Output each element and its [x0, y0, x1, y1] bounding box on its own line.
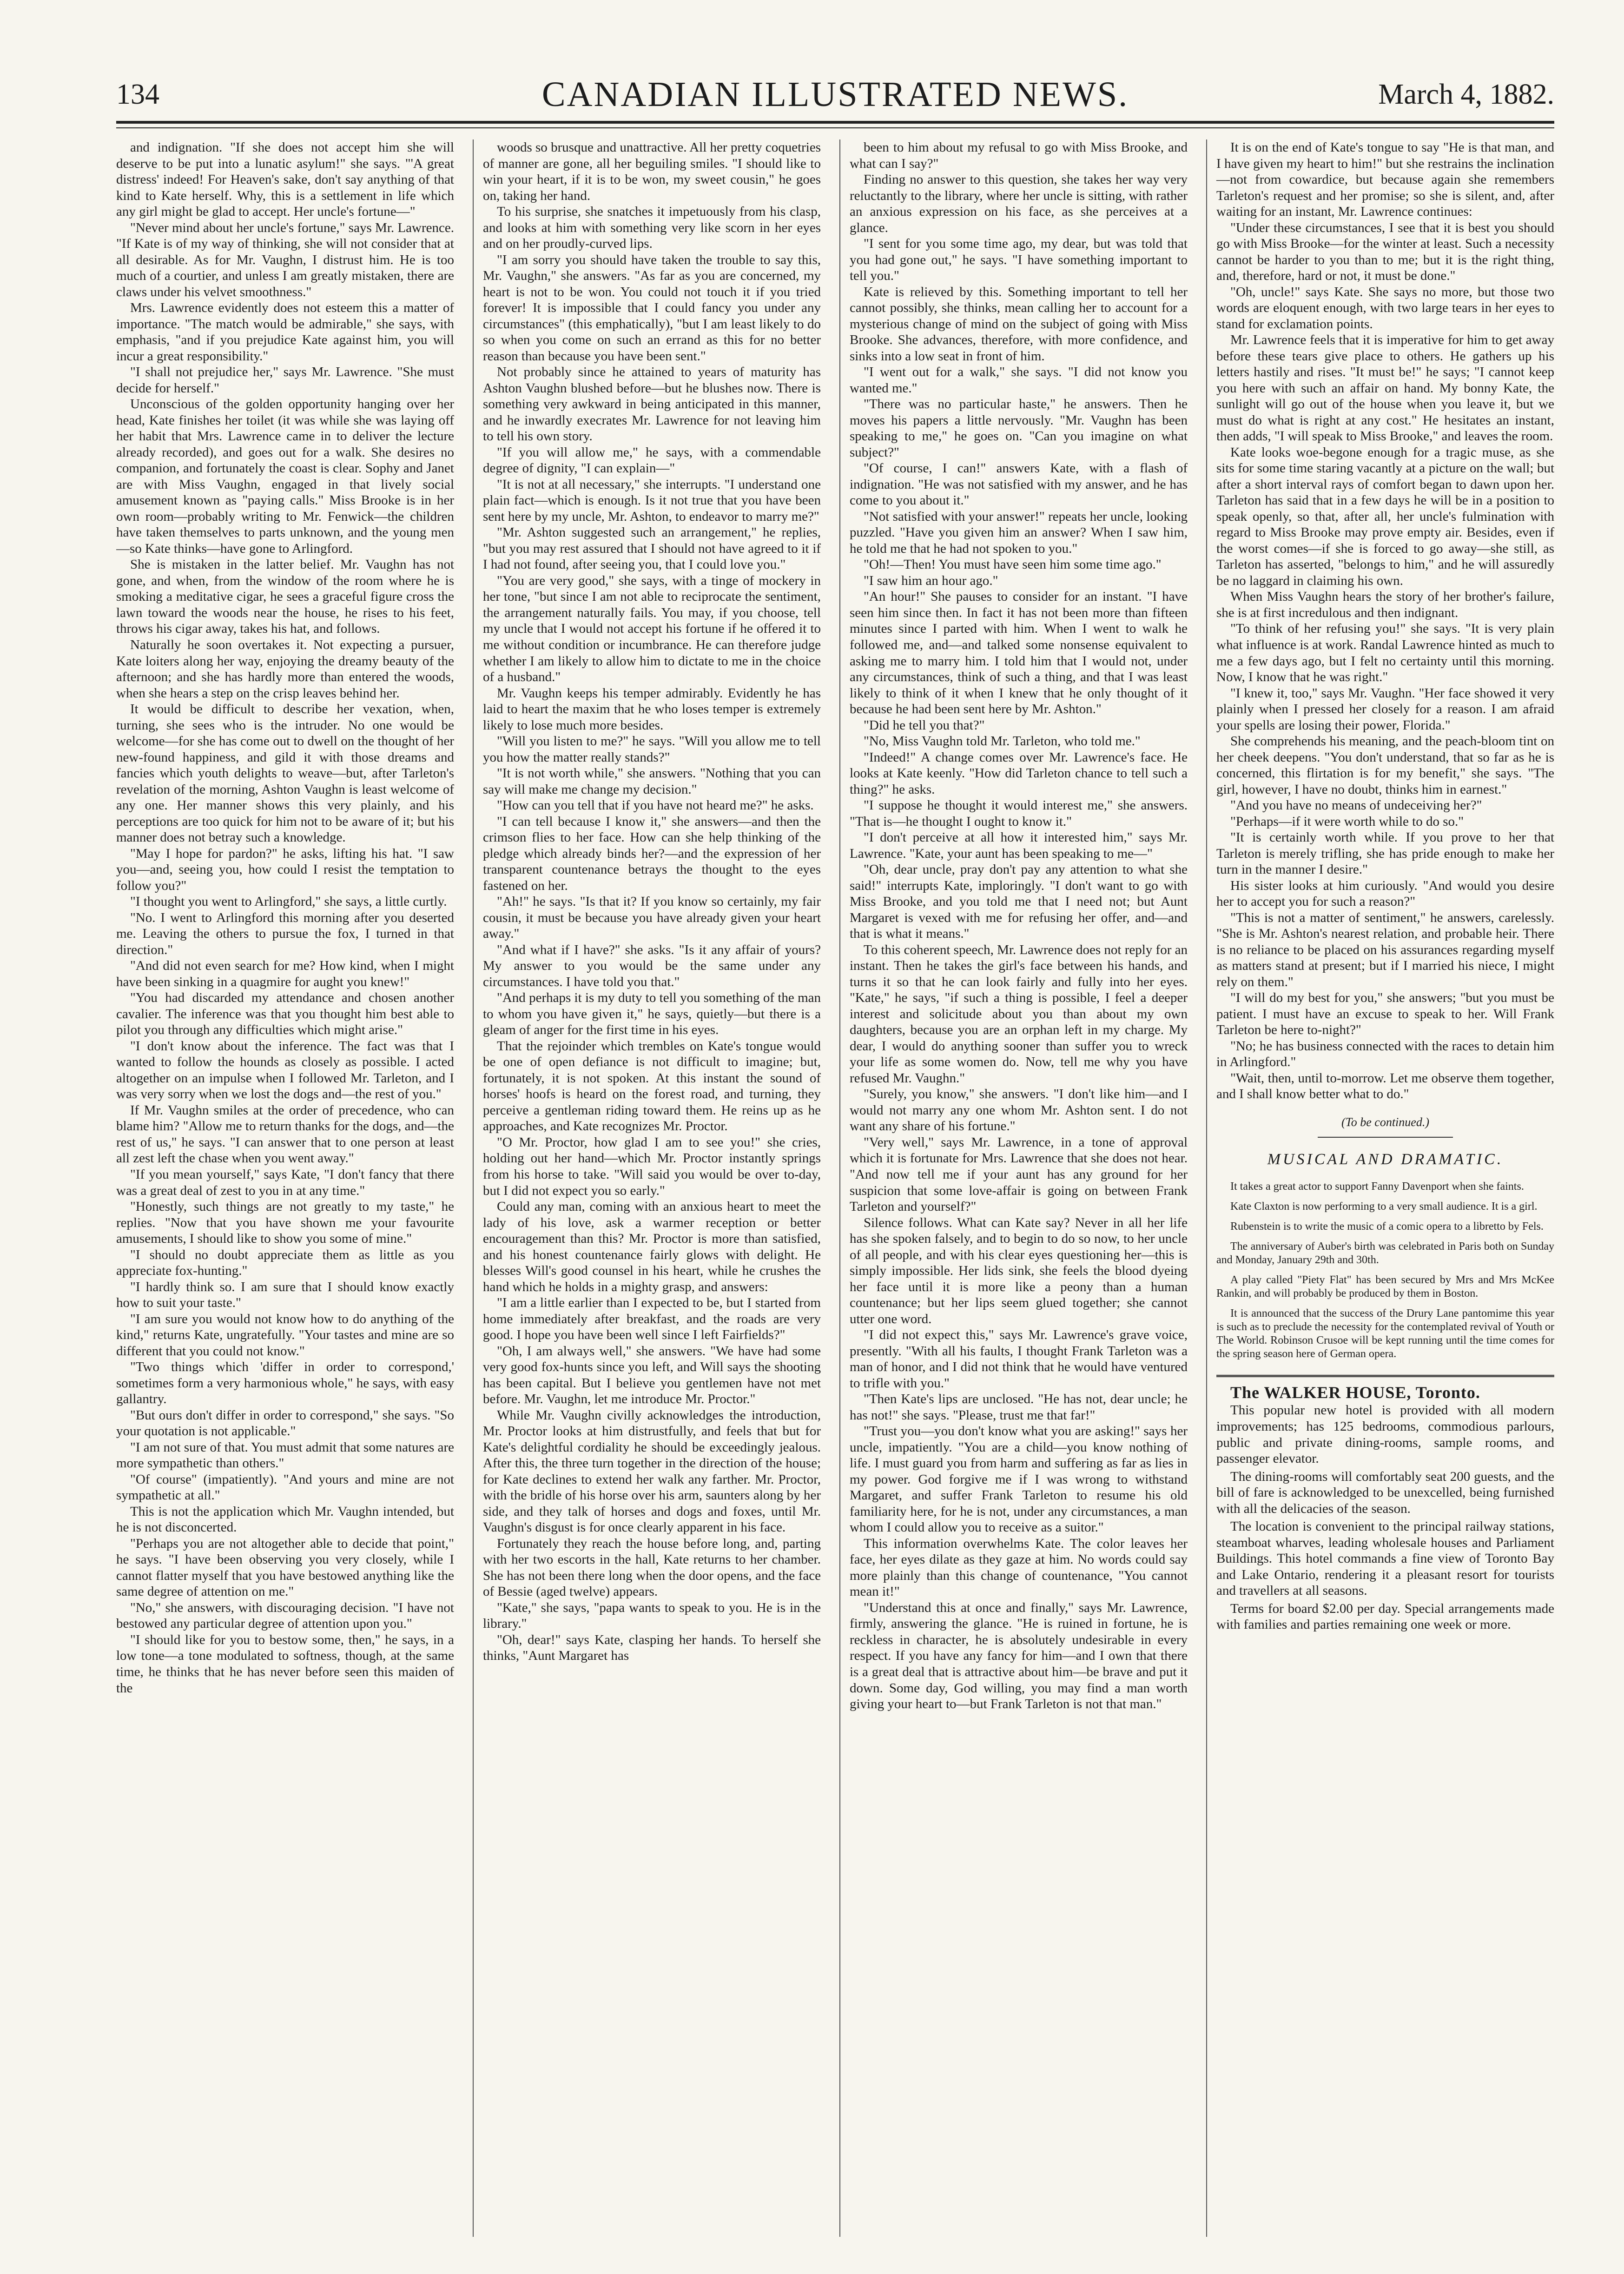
paragraph: "If you mean yourself," says Kate, "I don't fancy that there was a great deal of zest to you in at any time." — [116, 1167, 454, 1198]
paragraph: "I am not sure of that. You must admit that some natures are more sympathetic than others." — [116, 1439, 454, 1471]
ad-paragraph: The location is convenient to the principal railway stations, steamboat wharves, leading wholesale houses and Parliament Buildings. This hotel commands a fine view of Toronto Bay and Lake Ontario, rendering it a pleasant resort for tourists and travellers at all seasons. — [1216, 1519, 1554, 1598]
paragraph: "I don't know about the inference. The fact was that I wanted to follow the hounds as closely as possible. I acted altogether on an impulse when I followed Mr. Tarleton, and I was very sorry when we lost the dogs and—the rest of you." — [116, 1038, 454, 1102]
paragraph: "Oh, dear!" says Kate, clasping her hands. To herself she thinks, "Aunt Margaret has — [483, 1632, 821, 1664]
paragraph: This is not the application which Mr. Vaughn intended, but he is not disconcerted. — [116, 1504, 454, 1535]
paragraph: "It is not at all necessary," she interrupts. "I understand one plain fact—which is enough. Is it not true that you have been sent here by my uncle, Mr. Ashton, to endeavor to marry me?" — [483, 477, 821, 524]
paragraph: Kate looks woe-begone enough for a tragic muse, as she sits for some time staring vacantly at a picture on the wall; but after a short interval rays of comfort began to dawn upon her. Tarleton has said that in a few days he will be in a position to speak openly, so that, after all, her uncle's fulmination with regard to Miss Brooke may prove empty air. Besides, even if the worst comes—if she is forced to go away—she still, as Tarleton has asserted, "belongs to him," and he will assuredly be no laggard in claiming his own. — [1216, 444, 1554, 588]
paragraph: "I did not expect this," says Mr. Lawrence's grave voice, presently. "With all his faults, I thought Frank Tarleton was a man of honor, and I did not think that he would have ventured to trifle with you." — [850, 1327, 1188, 1391]
paragraph: It would be difficult to describe her vexation, when, turning, she sees who is the intruder. No one would be welcome—for she has come out to dwell on the thought of her new-found happiness, and gild it with those dreams and fancies which youth delights to weave—but, after Tarleton's revelation of the morning, Ashton Vaughn is least welcome of any one. Her manner shows this very plainly, and his perceptions are too quick for him not to be aware of it; but his manner does not betray such a knowledge. — [116, 702, 454, 845]
music-dramatic-heading: MUSICAL AND DRAMATIC. — [1267, 1151, 1504, 1168]
paragraph: "I am sure you would not know how to do anything of the kind," returns Kate, ungratefully. "Your tastes and mine are so different that you could not know." — [116, 1311, 454, 1359]
paragraph: "How can you tell that if you have not heard me?" he asks. — [497, 798, 814, 813]
paragraph: "Surely, you know," she answers. "I don't like him—and I would not marry any one whom Mr. Ashton sent. I do not want any share of his fortune." — [850, 1087, 1188, 1134]
paragraph: Mrs. Lawrence evidently does not esteem this a matter of importance. "The match would be admirable," she says, with emphasis, "and if you prejudice Kate against him, you will incur a great responsibility." — [116, 300, 454, 364]
ad-body — [1216, 1402, 1554, 1632]
paragraph: been to him about my refusal to go with Miss Brooke, and what can I say?" — [850, 140, 1188, 171]
paragraph: "No. I went to Arlingford this morning after you deserted me. Leaving the others to pursue the fox, I turned in that direction." — [116, 910, 454, 957]
paragraph: "It is certainly worth while. If you prove to her that Tarleton is merely trifling, she has pride enough to make her turn in the manner I desire." — [1216, 830, 1554, 877]
paragraph: Mr. Lawrence feels that it is imperative for him to get away before these tears give place to others. He gathers up his letters hastily and rises. "It must be!" he says; "I cannot keep you here with such an affair on hand. My bonny Kate, the sunlight will go out of the house when you leave it, but we must do what is right at any cost." He hesitates an instant, then adds, "I will speak to Miss Brooke," and leaves the room. — [1216, 332, 1554, 444]
paragraph: "Very well," says Mr. Lawrence, in a tone of approval which it is fortunate for Mrs. Lawrence that she does not hear. "And now tell me if your aunt has any ground for her suspicion that some love-affair is going on between Frank Tarleton and yourself?" — [850, 1134, 1188, 1214]
paragraph: "Ah!" he says. "Is that it? If you know so certainly, my fair cousin, it must be because you have already given your heart away." — [483, 894, 821, 941]
paragraph: "And what if I have?" she asks. "Is it any affair of yours? My answer to you would be the same under any circumstances. I have told you that." — [483, 942, 821, 989]
paragraph: "But ours don't differ in order to correspond," she says. "So your quotation is not applicable." — [116, 1407, 454, 1439]
article-columns — [116, 139, 1554, 2237]
paragraph: "And you have no means of undeceiving her?" — [1230, 798, 1482, 813]
column-4 — [1206, 139, 1554, 2237]
paragraph: Finding no answer to this question, she takes her way very reluctantly to the library, where her uncle is sitting, with rather an anxious expression on his face, as she perceives at a glance. — [850, 172, 1188, 235]
paragraph: This information overwhelms Kate. The color leaves her face, her eyes dilate as they gaze at him. No words could say more plainly than this change of countenance, "You cannot mean it!" — [850, 1536, 1188, 1599]
paragraph: "Then Kate's lips are unclosed. "He has not, dear uncle; he has not!" she says. "Please, trust me that far!" — [850, 1392, 1188, 1423]
paragraph: Could any man, coming with an anxious heart to meet the lady of his love, ask a warmer reception or better encouragement than this? Mr. Proctor is more than satisfied, and his honest countenance fairly glows with delight. He blesses Will's good counsel in his heart, while he crushes the hand which he holds in a mighty grasp, and answers: — [483, 1199, 821, 1294]
paragraph: His sister looks at him curiously. "And would you desire her to accept you for such a reason?" — [1216, 878, 1554, 909]
paragraph: "Understand this at once and finally," says Mr. Lawrence, firmly, answering the glance. "He is ruined in fortune, he is reckless in character, he is absolutely undesirable in every respect. If you have any fancy for him—and I own that there is a great deal that is attractive about him—be brave and put it down. Some day, God willing, you may find a man worth giving your heart to—but Frank Tarleton is not that man." — [850, 1600, 1188, 1712]
paragraph: and indignation. "If she does not accept him she will deserve to be put into a lunatic asylum!" she says. "'A great distress' indeed! For Heaven's sake, don't say anything of that kind to Kate herself. Why, this is a settlement in life which any girl might be glad to accept. Her uncle's fortune—" — [116, 140, 454, 219]
paragraph: When Miss Vaughn hears the story of her brother's failure, she is at first incredulous and then indignant. — [1216, 589, 1554, 620]
paragraph: "I don't perceive at all how it interested him," says Mr. Lawrence. "Kate, your aunt has been speaking to me—" — [850, 830, 1188, 861]
paragraph: "If you will allow me," he says, with a commendable degree of dignity, "I can explain—" — [483, 444, 821, 476]
ad-paragraph: Terms for board $2.00 per day. Special arrangements made with families and parties remaining one week or more. — [1216, 1601, 1554, 1632]
paragraph: "This is not a matter of sentiment," he answers, carelessly. "She is Mr. Ashton's nearest relation, and probable heir. There is no reliance to be placed on his assurances regarding myself as matters stand at present; but if I married his niece, I might rely on them." — [1216, 910, 1554, 989]
paragraph: "I am a little earlier than I expected to be, but I started from home immediately after breakfast, and the roads are very good. I hope you have been well since I left Fairfields?" — [483, 1295, 821, 1343]
ad-heading: The WALKER HOUSE, Toronto. — [1230, 1383, 1480, 1402]
paragraph: Unconscious of the golden opportunity hanging over her head, Kate finishes her toilet (it was while she was laying off her habit that Mrs. Lawrence came in to deliver the lecture already recorded), and goes out for a walk. She desires no companion, and fortunately the coast is clear. Sophy and Janet are with Miss Vaughn, engaged in that lively social amusement known as "paying calls." Miss Brooke is in her own room—probably writing to Mr. Fenwick—the children have taken themselves to parts unknown, and the young men—so Kate thinks—have gone to Arlingford. — [116, 397, 454, 556]
paragraph: "Not satisfied with your answer!" repeats her uncle, looking puzzled. "Have you given him an answer? When I saw him, he told me that he had not spoken to you." — [850, 509, 1188, 556]
news-item: It is announced that the success of the Drury Lane pantomime this year is such as to preclude the necessity for the contemplated revival of Youth or The World. Robinson Crusoe will be kept running until the time comes for the spring season here of German opera. — [1216, 1307, 1554, 1360]
news-item: A play called "Piety Flat" has been secured by Mrs and Mrs McKee Rankin, and will probably be produced by them in Boston. — [1216, 1273, 1554, 1299]
ad-rule — [1216, 1375, 1554, 1377]
paragraph: "Perhaps you are not altogether able to decide that point," he says. "I have been observing you very closely, while I cannot flatter myself that you have bestowed anything like the same degree of attention on me." — [116, 1536, 454, 1599]
paragraph: "I shall not prejudice her," says Mr. Lawrence. "She must decide for herself." — [116, 365, 454, 396]
paragraph: "No, Miss Vaughn told Mr. Tarleton, who told me." — [864, 734, 1141, 749]
paragraph: woods so brusque and unattractive. All her pretty coquetries of manner are gone, all her beguiling smiles. "I should like to win your heart, if it is to be won, my sweet cousin," he goes on, taking her hand. — [483, 140, 821, 203]
paragraph: "Oh!—Then! You must have seen him some time ago." — [864, 557, 1162, 572]
paragraph: "Oh, I am always well," she answers. "We have had some very good fox-hunts since you left, and Will says the shooting has been capital. But I believe you gentlemen have not met before. Mr. Vaughn, let me introduce Mr. Proctor." — [483, 1343, 821, 1407]
paragraph: "Of course" (impatiently). "And yours and mine are not sympathetic at all." — [116, 1472, 454, 1503]
paragraph: "I thought you went to Arlingford," she says, a little curtly. — [130, 894, 447, 909]
paragraph: "Will you listen to me?" he says. "Will you allow me to tell you how the matter really stands?" — [483, 734, 821, 765]
paragraph: Silence follows. What can Kate say? Never in all her life has she spoken falsely, and to begin to do so now, to her uncle of all people, and with his clear eyes questioning her—this is simply impossible. Her lids sink, she feels the blood dyeing her face until it is more like a peony than a human countenance; but her lips seem glued together; she cannot utter one word. — [850, 1215, 1188, 1326]
newspaper-title: CANADIAN ILLUSTRATED NEWS. — [541, 75, 1129, 114]
story-continuation — [1216, 139, 1554, 1102]
paragraph: If Mr. Vaughn smiles at the order of precedence, who can blame him? "Allow me to return thanks for the dogs, and—the rest of us," he says. "I can answer that to one person at least all zest left the chase when you went away." — [116, 1102, 454, 1166]
paragraph: "I am sorry you should have taken the trouble to say this, Mr. Vaughn," she answers. "As far as you are concerned, my heart is not to be won. You could not touch it if you tried forever! It is impossible that I could fancy you under any circumstances" (this emphatically), "but I am least likely to do so when you come on such an errand as this for no better reason than because you have been sent." — [483, 252, 821, 364]
paragraph: "Perhaps—if it were worth while to do so." — [1230, 814, 1464, 829]
paragraph: "It is not worth while," she answers. "Nothing that you can say will make me change my decision." — [483, 766, 821, 797]
paragraph: To this coherent speech, Mr. Lawrence does not reply for an instant. Then he takes the girl's face between his hands, and turns it so that he can look fairly and fully into her eyes. "Kate," he says, "if such a thing is possible, I feel a deeper interest and solicitude about you than about my own daughters, because you are an orphan left in my charge. My dear, I would do anything sooner than suffer you to wreck your life as some women do. Now, tell me why you have refused Mr. Vaughn." — [850, 942, 1188, 1086]
issue-date: March 4, 1882. — [1378, 79, 1554, 110]
paragraph: She comprehends his meaning, and the peach-bloom tint on her cheek deepens. "You don't understand, that so far as he is concerned, this flirtation is for my benefit," she says. "The girl, however, I have no doubt, thinks him in earnest." — [1216, 734, 1554, 797]
walker-house-advertisement — [1216, 1385, 1554, 1633]
news-item: It takes a great actor to support Fanny Davenport when she faints. — [1230, 1180, 1524, 1193]
paragraph: Fortunately they reach the house before long, and, parting with her two escorts in the hall, Kate returns to her chamber. She has not been there long when the door opens, and the face of Bessie (aged twelve) appears. — [483, 1536, 821, 1599]
paragraph: While Mr. Vaughn civilly acknowledges the introduction, Mr. Proctor looks at him distrustfully, and feels that but for Kate's delightful cordiality he should be exceedingly jealous. After this, the three turn together in the direction of the house; for Kate declines to extend her walk any farther. Mr. Proctor, with the bridle of his horse over his arm, saunters along by her side, and they talk of horses and dogs and foxes, until Mr. Vaughn's disgust is for once clearly apparent in his face. — [483, 1407, 821, 1535]
paragraph: "And perhaps it is my duty to tell you something of the man to whom you have given it," he says, quietly—but there is a gleam of anger for the first time in his eyes. — [483, 990, 821, 1038]
paragraph: "And did not even search for me? How kind, when I might have been sinking in a quagmire for aught you knew!" — [116, 958, 454, 989]
to-be-continued: (To be continued.) — [1341, 1115, 1429, 1129]
paragraph: "Did he tell you that?" — [864, 717, 985, 733]
column-2 — [473, 139, 821, 2237]
news-item: Kate Claxton is now performing to a very small audience. It is a girl. — [1230, 1200, 1538, 1213]
paragraph: That the rejoinder which trembles on Kate's tongue would be one of open defiance is not difficult to imagine; but, fortunately, it is not spoken. At this instant the sound of horses' hoofs is heard on the forest road, and turning, they perceive a gentleman riding toward them. He reins up as he approaches, and Kate recognizes Mr. Proctor. — [483, 1038, 821, 1134]
paragraph: "Oh, uncle!" says Kate. She says no more, but those two words are eloquent enough, with two large tears in her eyes to stand for exclamation points. — [1216, 284, 1554, 331]
paragraph: "Honestly, such things are not greatly to my taste," he replies. "Now that you have shown me your favourite amusements, I should like to show you some of mine." — [116, 1199, 454, 1246]
paragraph: "I can tell because I know it," she answers—and then the crimson flies to her face. How can she help thinking of the pledge which already binds her?—and the expression of her transparent countenance betrays the thought to the eyes fastened on her. — [483, 814, 821, 893]
paragraph: "I will do my best for you," she answers; "but you must be patient. I must have an excuse to speak to her. Will Frank Tarleton be here to-night?" — [1216, 990, 1554, 1038]
paragraph: "Trust you—you don't know what you are asking!" says her uncle, impatiently. "You are a child—you know nothing of life. I must guard you from harm and suffering as far as lies in my power. God forgive me if I was wrong to withstand Margaret, and suffer Frank Tarleton to resume his old familiarity here, for he is not, under any circumstances, a man whom I could allow you to receive as a suitor." — [850, 1424, 1188, 1535]
paragraph: "Never mind about her uncle's fortune," says Mr. Lawrence. "If Kate is of my way of thinking, she will not consider that at all desirable. As for Mr. Vaughn, I distrust him. He is too much of a courtier, and unless I am greatly mistaken, there are claws under his velvet smoothness." — [116, 220, 454, 299]
paragraph: Kate is relieved by this. Something important to tell her cannot possibly, she thinks, mean calling her to account for a mysterious change of mind on the subject of going with Miss Brooke. She advances, therefore, with more confidence, and sinks into a low seat in front of him. — [850, 284, 1188, 364]
paragraph: "Wait, then, until to-morrow. Let me observe them together, and I shall know better what to do." — [1216, 1070, 1554, 1102]
news-item: Rubenstein is to write the music of a comic opera to a libretto by Fels. — [1230, 1220, 1544, 1233]
paragraph: "I should like for you to bestow some, then," he says, in a low tone—a tone modulated to softness, though, at the same time, he thinks that he has never before seen this maiden of the — [116, 1632, 454, 1696]
paragraph: It is on the end of Kate's tongue to say "He is that man, and I have given my heart to him!" but she restrains the inclination—not from cowardice, but because again she remembers Tarleton's request and her promise; so she is silent, and, after waiting for an instant, Mr. Lawrence continues: — [1216, 140, 1554, 219]
masthead — [116, 70, 1554, 124]
column-1 — [116, 139, 454, 2237]
paragraph: "I went out for a walk," she says. "I did not know you wanted me." — [850, 365, 1188, 396]
paragraph: "I should no doubt appreciate them as little as you appreciate fox-hunting." — [116, 1247, 454, 1279]
paragraph: Naturally he soon overtakes it. Not expecting a pursuer, Kate loiters along her way, enjoying the dreamy beauty of the afternoon; and she has hardly more than entered the woods, when she hears a step on the crisp leaves behind her. — [116, 637, 454, 701]
paragraph: "I knew it, too," says Mr. Vaughn. "Her face showed it very plainly when I pressed her closely for a reason. I am afraid your spells are losing their power, Florida." — [1216, 685, 1554, 733]
paragraph: "Indeed!" A change comes over Mr. Lawrence's face. He looks at Kate keenly. "How did Tarleton chance to tell such a thing?" he asks. — [850, 749, 1188, 797]
paragraph: "To think of her refusing you!" she says. "It is very plain what influence is at work. Randal Lawrence hinted as much to me a few days ago, but I felt no certainty until this morning. Now, I know that he was right." — [1216, 621, 1554, 685]
paragraph: "I sent for you some time ago, my dear, but was told that you had gone out," he says. "I have something important to tell you." — [850, 236, 1188, 284]
ad-paragraph: This popular new hotel is provided with all modern improvements; has 125 bedrooms, commodious parlours, public and private dining-rooms, sample rooms, and passenger elevator. — [1216, 1403, 1554, 1466]
news-item: The anniversary of Auber's birth was celebrated in Paris both on Sunday and Monday, January 29th and 30th. — [1216, 1240, 1554, 1266]
paragraph: "No; he has business connected with the races to detain him in Arlingford." — [1216, 1038, 1554, 1070]
column-3 — [839, 139, 1188, 2237]
ad-paragraph: The dining-rooms will comfortably seat 200 guests, and the bill of fare is acknowledged to be unexcelled, being furnished with all the delicacies of the season. — [1216, 1469, 1554, 1516]
paragraph: "Mr. Ashton suggested such an arrangement," he replies, "but you may rest assured that I should not have agreed to it if I had not found, after seeing you, that I could love you." — [483, 525, 821, 572]
page-number: 134 — [116, 79, 159, 110]
paragraph: "I suppose he thought it would interest me," she answers. "That is—he thought I ought to know it." — [850, 798, 1188, 829]
paragraph: To his surprise, she snatches it impetuously from his clasp, and looks at him with something very like scorn in her eyes and on her proudly-curved lips. — [483, 204, 821, 252]
paragraph: "You had discarded my attendance and chosen another cavalier. The inference was that you thought him best able to pilot you through any difficulties which might arise." — [116, 990, 454, 1038]
paragraph: "An hour!" She pauses to consider for an instant. "I have seen him since then. In fact it has not been more than fifteen minutes since I parted with him. When I went to walk he followed me, and—and talked some nonsense equivalent to asking me to marry him. I told him that I would not, under any circumstances, think of such a thing, and that I was least likely to think of it when I knew that he only thought of it because he had been sent here by Mr. Ashton." — [850, 589, 1188, 717]
music-dramatic-items — [1216, 1180, 1554, 1361]
paragraph: "There was no particular haste," he answers. Then he moves his papers a little nervously. "Mr. Vaughn has been speaking to me," he goes on. "Can you imagine on what subject?" — [850, 397, 1188, 460]
paragraph: "You are very good," she says, with a tinge of mockery in her tone, "but since I am not able to reciprocate the sentiment, the arrangement naturally fails. You may, if you choose, tell my uncle that I would not accept his fortune if he offered it to me without condition or incumbrance. He can therefore judge whether I am likely to allow him to dictate to me in the choice of a husband." — [483, 573, 821, 685]
paragraph: "Under these circumstances, I see that it is best you should go with Miss Brooke—for the winter at least. Such a necessity cannot be harder to you than to me; but it is the right thing, and, therefore, hard or not, it must be done." — [1216, 220, 1554, 284]
paragraph: "Oh, dear uncle, pray don't pay any attention to what she said!" interrupts Kate, imploringly. "I don't want to go with Miss Brooke, and you told me that I need not; but Aunt Margaret is vexed with me for refusing her offer, and—and that is what it means." — [850, 862, 1188, 941]
paragraph: "Of course, I can!" answers Kate, with a flash of indignation. "He was not satisfied with my answer, and he has come to you about it." — [850, 461, 1188, 508]
paragraph: "O Mr. Proctor, how glad I am to see you!" she cries, holding out her hand—which Mr. Proctor instantly springs from his horse to take. "Will said you would be over to-day, but I did not expect you so early." — [483, 1134, 821, 1198]
paragraph: "May I hope for pardon?" he asks, lifting his hat. "I saw you—and, seeing you, how could I resist the temptation to follow you?" — [116, 846, 454, 893]
paragraph: "I hardly think so. I am sure that I should know exactly how to suit your taste." — [116, 1279, 454, 1311]
paragraph: "I saw him an hour ago." — [864, 573, 998, 588]
paragraph: Not probably since he attained to years of maturity has Ashton Vaughn blushed before—but he blushes now. There is something very awkward in being anticipated in this manner, and he inwardly execrates Mr. Lawrence for not leaving him to tell his own story. — [483, 365, 821, 444]
paragraph: "Kate," she says, "papa wants to speak to you. He is in the library." — [483, 1600, 821, 1631]
paragraph: Mr. Vaughn keeps his temper admirably. Evidently he has laid to heart the maxim that he who loses temper is extremely likely to lose much more besides. — [483, 685, 821, 733]
paragraph: She is mistaken in the latter belief. Mr. Vaughn has not gone, and when, from the window of the room where he is smoking a meditative cigar, he sees a graceful figure cross the lawn toward the woods near the house, he rises to his feet, throws his cigar away, takes his hat, and follows. — [116, 557, 454, 636]
section-rule — [1318, 1137, 1453, 1138]
masthead-rule — [116, 127, 1554, 128]
paragraph: "Two things which 'differ in order to correspond,' sometimes form a very harmonious whole," he says, with easy gallantry. — [116, 1359, 454, 1407]
paragraph: "No," she answers, with discouraging decision. "I have not bestowed any particular degree of attention upon you." — [116, 1600, 454, 1631]
